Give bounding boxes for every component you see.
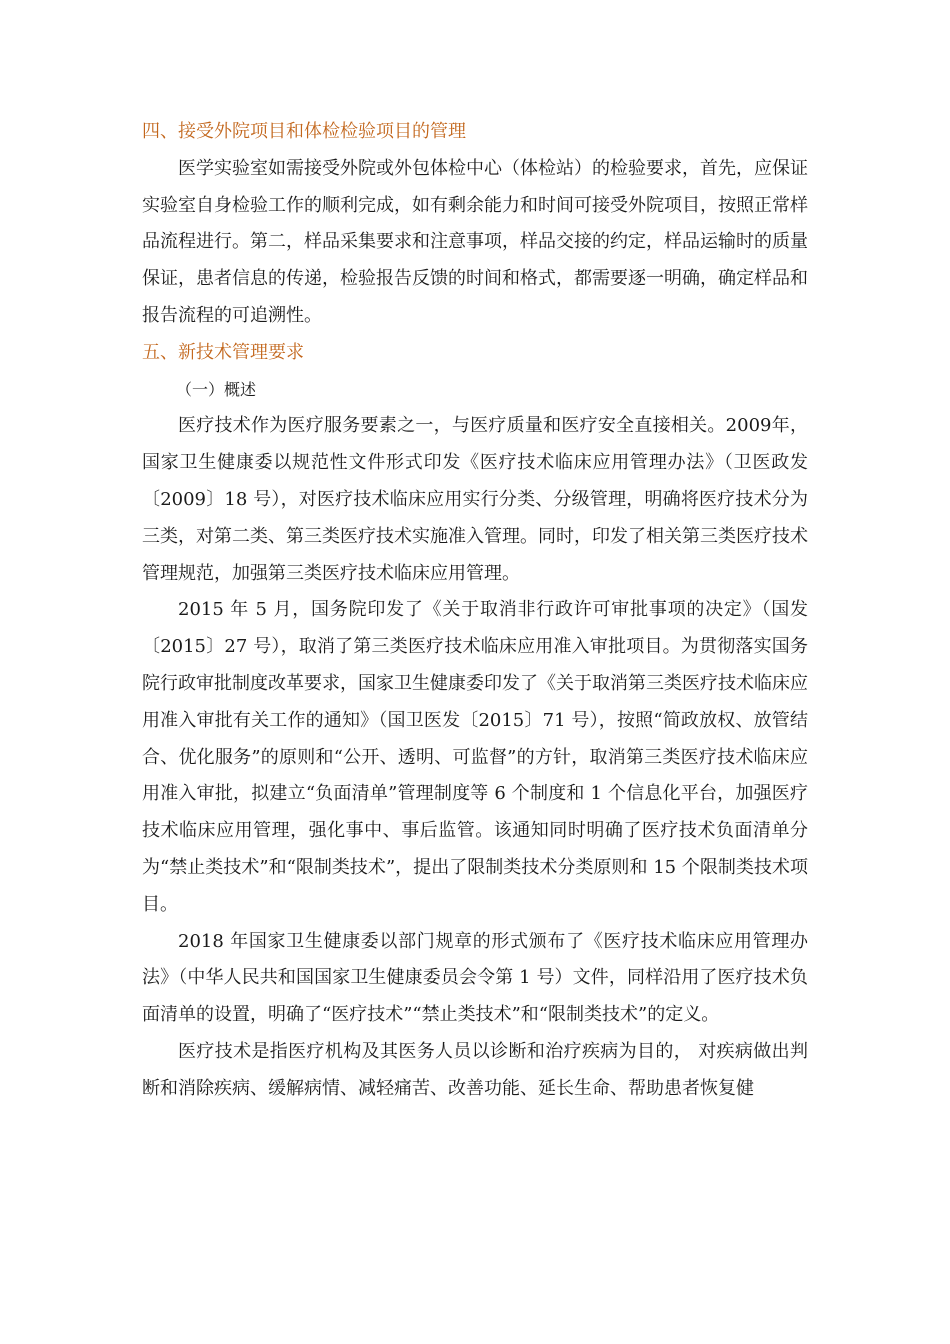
document-body xyxy=(142,114,808,1108)
paragraph-medical-tech-definition: 医疗技术是指医疗机构及其医务人员以诊断和治疗疾病为目的， 对疾病做出判断和消除疾病、缓解病情、减轻痛苦、改善功能、延长生命、帮助患者恢复健 xyxy=(142,1040,808,1099)
section-heading-5: 五、新技术管理要求 xyxy=(142,341,304,363)
paragraph-medical-tech-2009: 医疗技术作为医疗服务要素之一，与医疗质量和医疗安全直接相关。2009年，国家卫生健康委以规范性文件形式印发《医疗技术临床应用管理办法》（卫医政发〔2009〕18 号），对医疗技术临床应用实行分类、分级管理，明确将医疗技术分为三类，对第二类、第三类医疗技术实施准入管理。同时，印发了相关第三类医疗技术管理规范，加强第三类医疗技术临床应用管理。 xyxy=(142,415,808,584)
paragraph-medical-tech-2015: 2015 年 5 月，国务院印发了《关于取消非行政许可审批事项的决定》（国发〔2015〕27 号），取消了第三类医疗技术临床应用准入审批项目。为贯彻落实国务院行政审批制度改革要求，国家卫生健康委印发了《关于取消第三类医疗技术临床应用准入审批有关工作的通知》（国卫医发〔2015〕71 号），按照“简政放权、放管结合、优化服务”的原则和“公开、透明、可监督”的方针，取消第三类医疗技术临床应用准入审批，拟建立“负面清单”管理制度等 6 个制度和 1 个信息化平台，加强医疗技术临床应用管理，强化事中、事后监管。该通知同时明确了医疗技术负面清单分为“禁止类技术”和“限制类技术”，提出了限制类技术分类原则和 15 个限制类技术项目。 xyxy=(142,599,808,915)
paragraph-medical-tech-2018: 2018 年国家卫生健康委以部门规章的形式颁布了《医疗技术临床应用管理办法》（中华人民共和国国家卫生健康委员会令第 1 号）文件，同样沿用了医疗技术负面清单的设置，明确了“医疗技术”“禁止类技术”和“限制类技术”的定义。 xyxy=(142,930,808,1026)
subsection-heading-overview: （一）概述 xyxy=(176,379,257,399)
section-heading-4: 四、接受外院项目和体检检验项目的管理 xyxy=(142,121,466,142)
paragraph-outsourced-tests: 医学实验室如需接受外院或外包体检中心（体检站）的检验要求，首先，应保证实验室自身检验工作的顺利完成，如有剩余能力和时间可接受外院项目，按照正常样品流程进行。第二，样品采集要求和注意事项，样品交接的约定，样品运输时的质量保证，患者信息的传递，检验报告反馈的时间和格式，都需要逐一明确，确定样品和报告流程的可追溯性。 xyxy=(142,157,808,326)
